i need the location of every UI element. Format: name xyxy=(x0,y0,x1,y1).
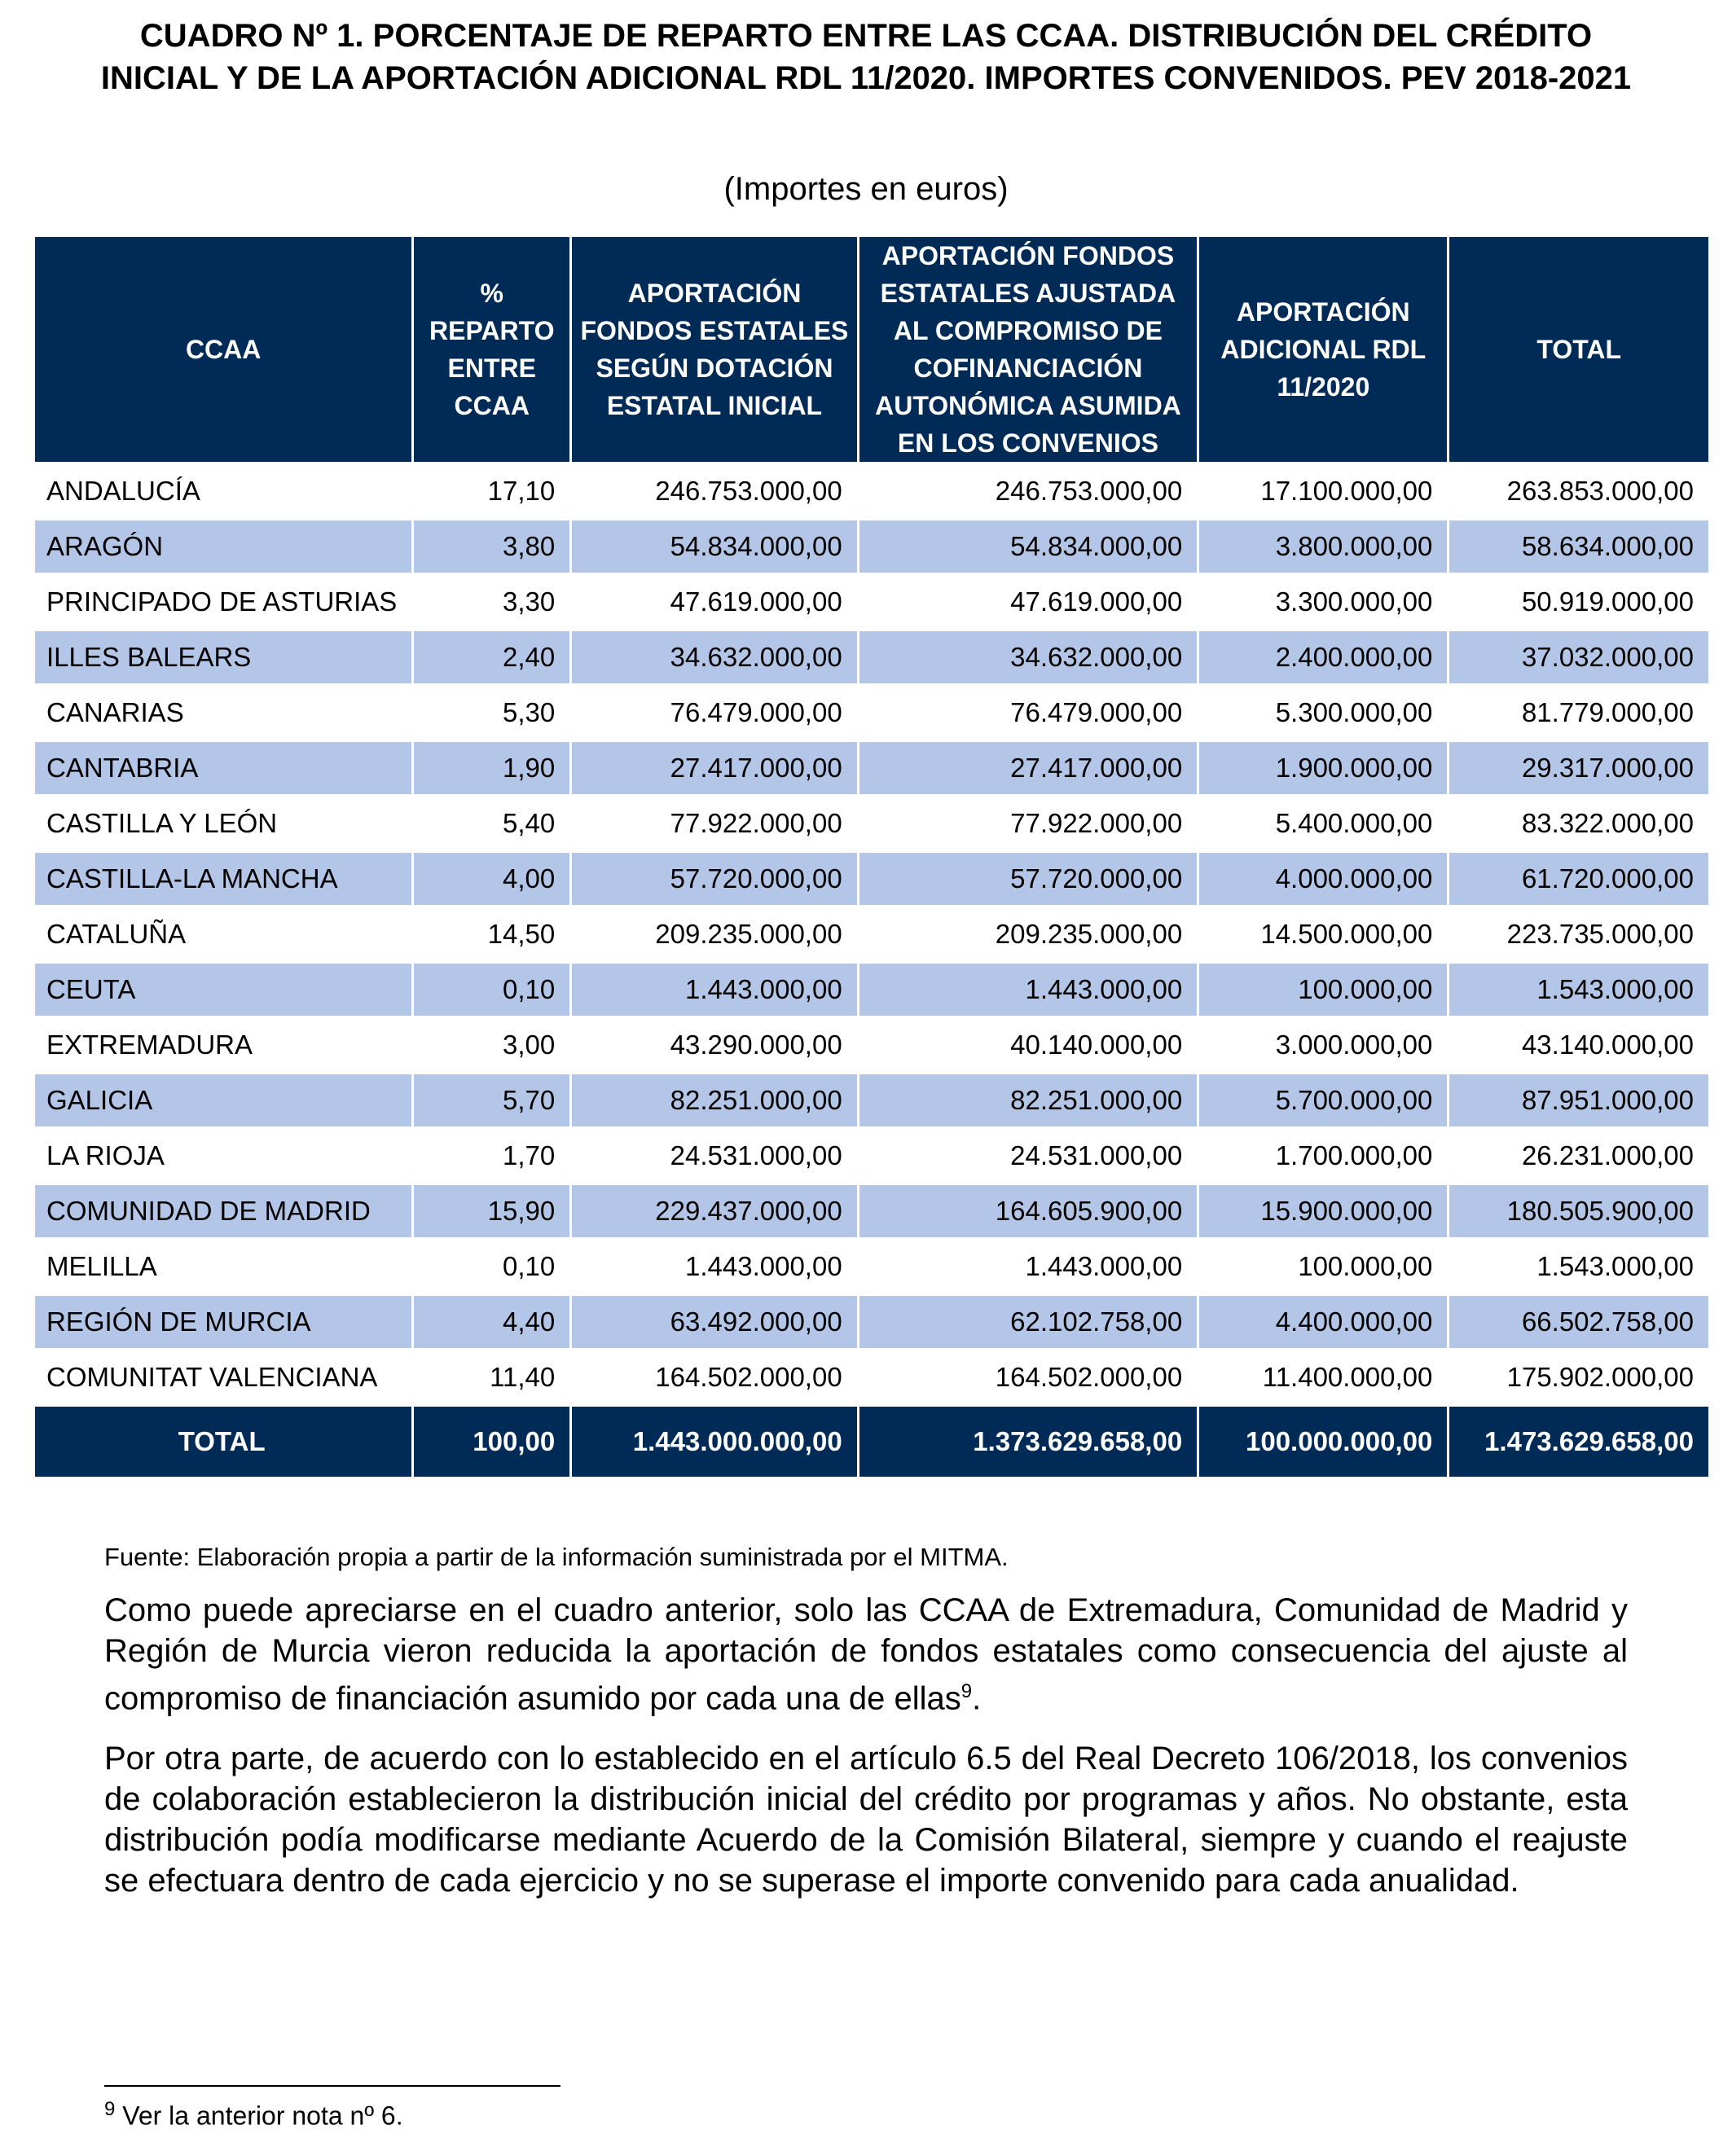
table-row xyxy=(35,687,1708,739)
cell-adjusted: 1.443.000,00 xyxy=(1025,1251,1183,1281)
footnote-number: 9 xyxy=(104,2098,116,2120)
cell-total: 83.322.000,00 xyxy=(1521,808,1694,838)
cell-ccaa: MELILLA xyxy=(46,1251,157,1281)
cell-ccaa: ARAGÓN xyxy=(35,520,411,573)
cell-initial: 34.632.000,00 xyxy=(572,631,856,683)
cell-additional: 15.900.000,00 xyxy=(1199,1185,1447,1237)
cell-ccaa: PRINCIPADO DE ASTURIAS xyxy=(46,586,398,617)
footnote xyxy=(104,2098,403,2132)
cell-adjusted: 164.605.900,00 xyxy=(859,1185,1198,1237)
cell-initial: 246.753.000,00 xyxy=(655,476,842,506)
cell-adjusted: 62.102.758,00 xyxy=(859,1296,1198,1348)
footnote-text: Ver la anterior nota nº 6. xyxy=(115,2101,403,2131)
table-row xyxy=(35,520,1708,573)
cell-ccaa: GALICIA xyxy=(35,1074,411,1126)
cell-adjusted: 34.632.000,00 xyxy=(859,631,1198,683)
cell-additional: 11.400.000,00 xyxy=(1262,1362,1433,1392)
cell-initial: 82.251.000,00 xyxy=(572,1074,856,1126)
cell-pct: 17,10 xyxy=(487,476,556,506)
cell-additional: 100.000,00 xyxy=(1199,964,1447,1016)
cell-initial: 1.443.000,00 xyxy=(685,1251,842,1281)
cell-total: 1.543.000,00 xyxy=(1536,1251,1694,1281)
total-cell-pct: 100,00 xyxy=(414,1407,569,1477)
table-row xyxy=(35,631,1708,683)
cell-pct: 1,90 xyxy=(414,742,569,794)
total-cell-total: 1.473.629.658,00 xyxy=(1449,1407,1708,1477)
cell-additional: 5.700.000,00 xyxy=(1199,1074,1447,1126)
cell-total: 58.634.000,00 xyxy=(1449,520,1708,573)
cell-total: 43.140.000,00 xyxy=(1521,1030,1694,1060)
total-cell-initial: 1.443.000.000,00 xyxy=(572,1407,856,1477)
cell-ccaa: EXTREMADURA xyxy=(46,1030,253,1060)
paragraph-1 xyxy=(104,1590,1628,1719)
cell-total: 223.735.000,00 xyxy=(1506,919,1694,949)
cell-total: 61.720.000,00 xyxy=(1449,853,1708,905)
table-row xyxy=(35,1296,1708,1348)
table-row xyxy=(35,465,1708,517)
paragraph-1-end: . xyxy=(972,1680,982,1717)
cell-total: 66.502.758,00 xyxy=(1449,1296,1708,1348)
cell-total: 29.317.000,00 xyxy=(1449,742,1708,794)
table-row xyxy=(35,1351,1708,1403)
table-header-row xyxy=(35,237,1708,462)
table-row xyxy=(35,1130,1708,1182)
cell-ccaa: REGIÓN DE MURCIA xyxy=(35,1296,411,1348)
cell-initial: 24.531.000,00 xyxy=(670,1140,842,1170)
cell-ccaa: CASTILLA Y LEÓN xyxy=(46,808,278,838)
cell-adjusted: 27.417.000,00 xyxy=(859,742,1198,794)
cell-initial: 229.437.000,00 xyxy=(572,1185,856,1237)
cell-initial: 164.502.000,00 xyxy=(655,1362,842,1392)
cell-ccaa: CASTILLA-LA MANCHA xyxy=(35,853,411,905)
cell-initial: 76.479.000,00 xyxy=(670,697,842,727)
cell-initial: 47.619.000,00 xyxy=(670,586,842,617)
cell-pct: 0,10 xyxy=(414,964,569,1016)
table-row xyxy=(35,853,1708,905)
cell-initial: 209.235.000,00 xyxy=(655,919,842,949)
cell-initial: 63.492.000,00 xyxy=(572,1296,856,1348)
col-header-pct: % REPARTO ENTRE CCAA xyxy=(414,237,569,462)
cell-pct: 3,30 xyxy=(502,586,556,617)
cell-adjusted: 164.502.000,00 xyxy=(995,1362,1183,1392)
col-header-adjusted: APORTACIÓN FONDOS ESTATALES AJUSTADA AL COMPROMISO DE COFINANCIACIÓN AUTONÓMICA ASUMIDA EN LOS CONVENIOS xyxy=(859,237,1198,462)
cell-additional: 1.700.000,00 xyxy=(1275,1140,1433,1170)
distribution-table xyxy=(33,234,1711,1480)
cell-pct: 3,00 xyxy=(502,1030,556,1060)
cell-pct: 5,40 xyxy=(502,808,556,838)
col-header-ccaa: CCAA xyxy=(35,237,411,462)
table-row xyxy=(35,964,1708,1016)
cell-pct: 1,70 xyxy=(502,1140,556,1170)
table-title: CUADRO Nº 1. PORCENTAJE DE REPARTO ENTRE LAS CCAA. DISTRIBUCIÓN DEL CRÉDITO INICIAL Y DE LA APORTACIÓN ADICIONAL RDL 11/2020. IMPORTES CONVENIDOS. PEV 2018-2021 xyxy=(100,18,1632,96)
cell-ccaa: ILLES BALEARS xyxy=(35,631,411,683)
cell-additional: 4.000.000,00 xyxy=(1199,853,1447,905)
col-header-total: TOTAL xyxy=(1449,237,1708,462)
cell-initial: 27.417.000,00 xyxy=(572,742,856,794)
cell-pct: 11,40 xyxy=(490,1362,556,1392)
cell-additional: 100.000,00 xyxy=(1298,1251,1433,1281)
cell-ccaa: LA RIOJA xyxy=(46,1140,165,1170)
table-body xyxy=(35,465,1708,1477)
total-cell-adjusted: 1.373.629.658,00 xyxy=(859,1407,1198,1477)
footnote-divider xyxy=(104,2085,560,2087)
table-row xyxy=(35,1185,1708,1237)
cell-total: 1.543.000,00 xyxy=(1449,964,1708,1016)
total-cell-additional: 100.000.000,00 xyxy=(1199,1407,1447,1477)
cell-ccaa: COMUNIDAD DE MADRID xyxy=(35,1185,411,1237)
cell-ccaa: CANARIAS xyxy=(46,697,184,727)
cell-ccaa: COMUNITAT VALENCIANA xyxy=(46,1362,378,1392)
cell-total: 263.853.000,00 xyxy=(1506,476,1694,506)
source-note: Fuente: Elaboración propia a partir de la información suministrada por el MITMA. xyxy=(104,1543,1009,1571)
cell-initial: 43.290.000,00 xyxy=(670,1030,842,1060)
cell-adjusted: 40.140.000,00 xyxy=(1010,1030,1183,1060)
cell-adjusted: 209.235.000,00 xyxy=(995,919,1183,949)
table-row xyxy=(35,742,1708,794)
table-row xyxy=(35,908,1708,960)
cell-pct: 2,40 xyxy=(414,631,569,683)
cell-pct: 3,80 xyxy=(414,520,569,573)
cell-ccaa: CANTABRIA xyxy=(35,742,411,794)
cell-initial: 54.834.000,00 xyxy=(572,520,856,573)
cell-pct: 5,30 xyxy=(502,697,556,727)
cell-pct: 14,50 xyxy=(487,919,556,949)
table-row xyxy=(35,797,1708,850)
total-cell-ccaa: TOTAL xyxy=(35,1407,411,1477)
cell-initial: 57.720.000,00 xyxy=(572,853,856,905)
cell-adjusted: 57.720.000,00 xyxy=(859,853,1198,905)
cell-total: 81.779.000,00 xyxy=(1521,697,1694,727)
cell-adjusted: 77.922.000,00 xyxy=(1010,808,1183,838)
table-row xyxy=(35,1240,1708,1293)
cell-total: 180.505.900,00 xyxy=(1449,1185,1708,1237)
total-row xyxy=(35,1407,1708,1477)
cell-adjusted: 1.443.000,00 xyxy=(859,964,1198,1016)
cell-additional: 17.100.000,00 xyxy=(1260,476,1433,506)
cell-total: 50.919.000,00 xyxy=(1521,586,1694,617)
cell-additional: 3.800.000,00 xyxy=(1199,520,1447,573)
cell-total: 26.231.000,00 xyxy=(1521,1140,1694,1170)
cell-additional: 3.000.000,00 xyxy=(1275,1030,1433,1060)
col-header-additional: APORTACIÓN ADICIONAL RDL 11/2020 xyxy=(1199,237,1447,462)
cell-additional: 14.500.000,00 xyxy=(1260,919,1433,949)
cell-initial: 77.922.000,00 xyxy=(670,808,842,838)
cell-ccaa: CATALUÑA xyxy=(46,919,187,949)
cell-initial: 1.443.000,00 xyxy=(572,964,856,1016)
paragraph-1-text: Como puede apreciarse en el cuadro anterior, solo las CCAA de Extremadura, Comunidad de Madrid y Región de Murcia vieron reducida la aportación de fondos estatales como consecuencia del ajuste al compromiso de financiación asumido por cada una de ellas xyxy=(104,1592,1628,1717)
cell-pct: 15,90 xyxy=(414,1185,569,1237)
cell-ccaa: ANDALUCÍA xyxy=(46,476,200,506)
cell-adjusted: 54.834.000,00 xyxy=(859,520,1198,573)
cell-adjusted: 246.753.000,00 xyxy=(995,476,1183,506)
cell-additional: 3.300.000,00 xyxy=(1275,586,1433,617)
cell-adjusted: 24.531.000,00 xyxy=(1010,1140,1183,1170)
cell-additional: 5.300.000,00 xyxy=(1275,697,1433,727)
footnote-ref: 9 xyxy=(961,1680,973,1702)
cell-pct: 5,70 xyxy=(414,1074,569,1126)
cell-pct: 0,10 xyxy=(502,1251,556,1281)
cell-total: 37.032.000,00 xyxy=(1449,631,1708,683)
cell-adjusted: 47.619.000,00 xyxy=(1010,586,1183,617)
paragraph-2: Por otra parte, de acuerdo con lo establecido en el artículo 6.5 del Real Decreto 106/2018, los convenios de colaboración establecieron la distribución inicial del crédito por programas y años. No obstante, esta distribución podía modificarse mediante Acuerdo de la Comisión Bilateral, siempre y cuando el reajuste se efectuara dentro de cada ejercicio y no se superase el importe convenido para cada anualidad. xyxy=(104,1741,1628,1899)
col-header-initial: APORTACIÓN FONDOS ESTATALES SEGÚN DOTACIÓN ESTATAL INICIAL xyxy=(572,237,856,462)
cell-ccaa: CEUTA xyxy=(35,964,411,1016)
table-row xyxy=(35,576,1708,628)
table-subtitle: (Importes en euros) xyxy=(723,171,1009,207)
cell-additional: 4.400.000,00 xyxy=(1199,1296,1447,1348)
table-row xyxy=(35,1019,1708,1071)
cell-adjusted: 76.479.000,00 xyxy=(1010,697,1183,727)
cell-additional: 5.400.000,00 xyxy=(1275,808,1433,838)
cell-pct: 4,40 xyxy=(414,1296,569,1348)
cell-pct: 4,00 xyxy=(414,853,569,905)
cell-additional: 1.900.000,00 xyxy=(1199,742,1447,794)
cell-total: 87.951.000,00 xyxy=(1449,1074,1708,1126)
cell-total: 175.902.000,00 xyxy=(1506,1362,1694,1392)
table-row xyxy=(35,1074,1708,1126)
cell-additional: 2.400.000,00 xyxy=(1199,631,1447,683)
cell-adjusted: 82.251.000,00 xyxy=(859,1074,1198,1126)
